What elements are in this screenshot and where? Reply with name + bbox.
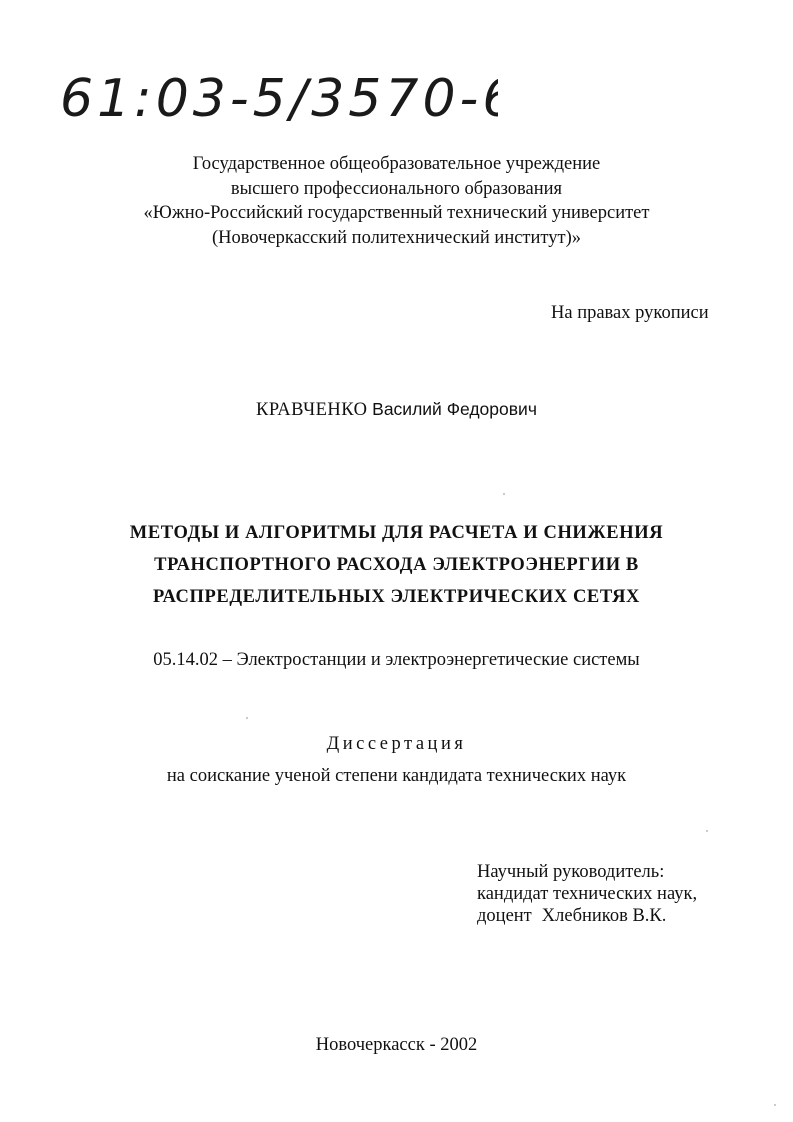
scan-speck: [246, 717, 248, 719]
city-year: Новочеркасск - 2002: [315, 1035, 478, 1055]
supervisor-name: Хлебников В.К.: [541, 906, 667, 926]
title-line-2: ТРАНСПОРТНОГО РАСХОДА ЭЛЕКТРОЭНЕРГИИ В: [154, 555, 639, 575]
title-line-1: МЕТОДЫ И АЛГОРИТМЫ ДЛЯ РАСЧЕТА И СНИЖЕНИЯ: [129, 523, 664, 543]
handwritten-catalog-code: [58, 60, 498, 130]
institution-line-2: высшего профессионального образования: [230, 178, 563, 199]
author-name: [0, 399, 793, 421]
institution-block: [0, 152, 793, 250]
institution-line-1: Государственное общеобразовательное учреждение: [192, 154, 601, 174]
institution-line-4: (Новочеркасский политехнический институт)»: [212, 227, 581, 248]
supervisor-role: Научный руководитель:: [477, 862, 665, 882]
institution-line-3: «Южно-Российский государственный технический университет: [143, 203, 650, 223]
scan-speck: [774, 1104, 776, 1106]
scan-speck: [706, 830, 708, 832]
author-given-names: Василий Федорович: [372, 399, 537, 419]
specialty-code: 05.14.02 – Электростанции и электроэнергетические системы: [153, 650, 640, 670]
supervisor-qualification: кандидат технических наук,: [477, 884, 698, 904]
manuscript-note: На правах рукописи: [551, 303, 709, 323]
supervisor-position-name: [477, 905, 697, 927]
supervisor-position: доцент: [477, 906, 532, 926]
dissertation-title: [0, 517, 793, 613]
scan-speck: [503, 493, 505, 495]
document-type: Диссертация: [326, 734, 467, 754]
author-surname: КРАВЧЕНКО: [256, 400, 368, 420]
handwritten-code-text: 61:03-5/3570-6: [60, 69, 498, 129]
supervisor-block: [477, 861, 697, 927]
title-line-3: РАСПРЕДЕЛИТЕЛЬНЫХ ЭЛЕКТРИЧЕСКИХ СЕТЯХ: [152, 587, 641, 607]
degree-statement: на соискание ученой степени кандидата технических наук: [166, 766, 627, 786]
